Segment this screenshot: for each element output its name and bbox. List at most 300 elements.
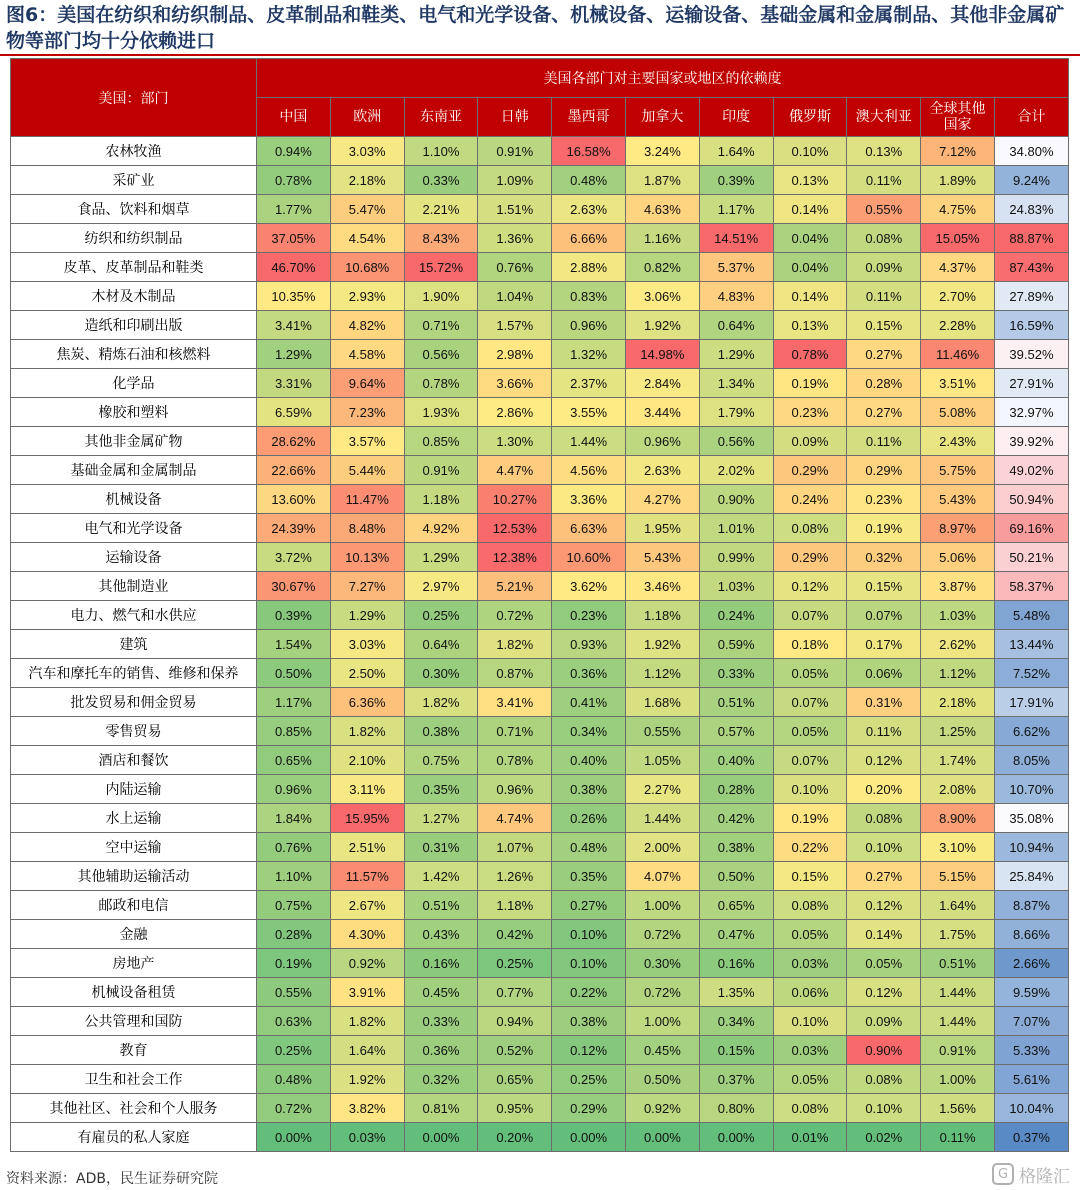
table-row (11, 775, 1069, 804)
table-row (11, 717, 1069, 746)
heat-cell: 0.91% (921, 1036, 995, 1065)
heat-cell: 0.11% (847, 427, 921, 456)
table-row (11, 688, 1069, 717)
heat-cell: 0.92% (330, 949, 404, 978)
heat-cell: 0.90% (699, 485, 773, 514)
heat-cell: 32.97% (994, 398, 1068, 427)
heat-cell: 1.27% (404, 804, 478, 833)
heat-cell: 1.18% (625, 601, 699, 630)
heat-cell: 16.59% (994, 311, 1068, 340)
heat-cell: 0.93% (552, 630, 626, 659)
heat-cell: 3.03% (330, 137, 404, 166)
heat-cell: 0.78% (404, 369, 478, 398)
heat-cell: 0.96% (257, 775, 331, 804)
heat-cell: 0.72% (257, 1094, 331, 1123)
heat-cell: 1.64% (330, 1036, 404, 1065)
heat-cell: 0.12% (847, 746, 921, 775)
heat-cell: 2.18% (921, 688, 995, 717)
heat-cell: 0.15% (847, 311, 921, 340)
heat-cell: 0.28% (699, 775, 773, 804)
heat-cell: 1.17% (699, 195, 773, 224)
heat-cell: 1.32% (552, 340, 626, 369)
heat-cell: 1.82% (330, 1007, 404, 1036)
sector-label: 其他非金属矿物 (11, 427, 257, 456)
heat-cell: 50.21% (994, 543, 1068, 572)
heat-cell: 2.02% (699, 456, 773, 485)
heat-cell: 0.38% (699, 833, 773, 862)
heat-cell: 0.30% (404, 659, 478, 688)
heat-cell: 0.72% (478, 601, 552, 630)
heat-cell: 0.56% (699, 427, 773, 456)
heat-cell: 0.01% (773, 1123, 847, 1152)
heat-cell: 0.22% (773, 833, 847, 862)
heat-cell: 0.50% (625, 1065, 699, 1094)
table-row (11, 833, 1069, 862)
heat-cell: 5.43% (921, 485, 995, 514)
heat-cell: 5.47% (330, 195, 404, 224)
heat-cell: 1.07% (478, 833, 552, 862)
heat-cell: 0.00% (257, 1123, 331, 1152)
heat-cell: 0.10% (847, 833, 921, 862)
sector-label: 其他辅助运输活动 (11, 862, 257, 891)
heat-cell: 1.82% (404, 688, 478, 717)
heat-cell: 10.68% (330, 253, 404, 282)
heat-cell: 0.04% (773, 253, 847, 282)
column-header: 俄罗斯 (773, 98, 847, 137)
heat-cell: 1.92% (625, 630, 699, 659)
heat-cell: 35.08% (994, 804, 1068, 833)
heat-cell: 4.82% (330, 311, 404, 340)
column-header: 澳大利亚 (847, 98, 921, 137)
heat-cell: 5.44% (330, 456, 404, 485)
column-header: 欧洲 (330, 98, 404, 137)
heat-cell: 1.18% (404, 485, 478, 514)
heat-cell: 1.79% (699, 398, 773, 427)
heat-cell: 3.82% (330, 1094, 404, 1123)
heat-cell: 1.84% (257, 804, 331, 833)
heat-cell: 0.00% (699, 1123, 773, 1152)
heat-cell: 7.23% (330, 398, 404, 427)
heat-cell: 7.12% (921, 137, 995, 166)
heat-cell: 2.84% (625, 369, 699, 398)
heat-cell: 15.95% (330, 804, 404, 833)
heat-cell: 0.71% (478, 717, 552, 746)
heat-cell: 0.83% (552, 282, 626, 311)
heat-cell: 0.55% (625, 717, 699, 746)
heat-cell: 2.18% (330, 166, 404, 195)
heat-cell: 4.92% (404, 514, 478, 543)
heat-cell: 1.90% (404, 282, 478, 311)
heat-cell: 1.77% (257, 195, 331, 224)
heat-cell: 0.47% (699, 920, 773, 949)
chart-title: 图6：美国在纺织和纺织制品、皮革制品和鞋类、电气和光学设备、机械设备、运输设备、基础金属和金属制品、其他非金属矿物等部门均十分依赖进口 (6, 4, 1065, 52)
heat-cell: 0.87% (478, 659, 552, 688)
heat-cell: 46.70% (257, 253, 331, 282)
sector-label: 橡胶和塑料 (11, 398, 257, 427)
heat-cell: 1.01% (699, 514, 773, 543)
heat-cell: 2.63% (552, 195, 626, 224)
heat-cell: 3.41% (478, 688, 552, 717)
heat-cell: 1.64% (699, 137, 773, 166)
heat-cell: 0.32% (847, 543, 921, 572)
sector-label: 电力、燃气和水供应 (11, 601, 257, 630)
heat-cell: 5.48% (994, 601, 1068, 630)
heat-cell: 5.43% (625, 543, 699, 572)
heat-cell: 0.96% (478, 775, 552, 804)
heat-cell: 17.91% (994, 688, 1068, 717)
heat-cell: 0.95% (478, 1094, 552, 1123)
table-row (11, 891, 1069, 920)
heat-cell: 11.46% (921, 340, 995, 369)
heat-cell: 0.91% (478, 137, 552, 166)
heat-cell: 0.15% (773, 862, 847, 891)
heat-cell: 2.51% (330, 833, 404, 862)
heat-cell: 1.87% (625, 166, 699, 195)
sector-label: 食品、饮料和烟草 (11, 195, 257, 224)
heat-cell: 8.66% (994, 920, 1068, 949)
heat-cell: 0.04% (773, 224, 847, 253)
heat-cell: 0.51% (404, 891, 478, 920)
table-row (11, 514, 1069, 543)
heat-cell: 1.16% (625, 224, 699, 253)
heat-cell: 2.21% (404, 195, 478, 224)
heat-cell: 1.57% (478, 311, 552, 340)
table-row (11, 804, 1069, 833)
heat-cell: 34.80% (994, 137, 1068, 166)
heat-cell: 1.92% (625, 311, 699, 340)
heat-cell: 1.10% (404, 137, 478, 166)
column-header: 印度 (699, 98, 773, 137)
heat-cell: 3.10% (921, 833, 995, 862)
heat-cell: 10.70% (994, 775, 1068, 804)
heat-cell: 0.75% (257, 891, 331, 920)
heat-cell: 0.12% (773, 572, 847, 601)
heat-cell: 2.66% (994, 949, 1068, 978)
heat-cell: 1.54% (257, 630, 331, 659)
heat-cell: 1.26% (478, 862, 552, 891)
heat-cell: 0.39% (257, 601, 331, 630)
heat-cell: 4.74% (478, 804, 552, 833)
heat-cell: 3.55% (552, 398, 626, 427)
column-header: 合计 (994, 98, 1068, 137)
column-header: 中国 (257, 98, 331, 137)
heat-cell: 27.91% (994, 369, 1068, 398)
heat-cell: 0.08% (847, 804, 921, 833)
heat-cell: 3.44% (625, 398, 699, 427)
heat-cell: 0.16% (404, 949, 478, 978)
heat-cell: 49.02% (994, 456, 1068, 485)
heat-cell: 1.44% (552, 427, 626, 456)
heat-cell: 0.31% (404, 833, 478, 862)
heat-cell: 0.40% (699, 746, 773, 775)
heat-cell: 5.37% (699, 253, 773, 282)
heat-cell: 0.25% (257, 1036, 331, 1065)
heat-cell: 8.48% (330, 514, 404, 543)
heat-cell: 0.24% (773, 485, 847, 514)
heat-cell: 4.63% (625, 195, 699, 224)
heat-cell: 11.57% (330, 862, 404, 891)
heat-cell: 0.35% (404, 775, 478, 804)
heat-cell: 1.68% (625, 688, 699, 717)
heat-cell: 6.36% (330, 688, 404, 717)
heat-cell: 1.00% (625, 891, 699, 920)
heat-cell: 0.26% (552, 804, 626, 833)
heat-cell: 5.61% (994, 1065, 1068, 1094)
heat-cell: 0.12% (847, 891, 921, 920)
heat-cell: 3.36% (552, 485, 626, 514)
heat-cell: 10.27% (478, 485, 552, 514)
heat-cell: 6.62% (994, 717, 1068, 746)
heat-cell: 0.28% (847, 369, 921, 398)
heat-cell: 2.67% (330, 891, 404, 920)
heat-cell: 0.05% (773, 920, 847, 949)
heat-cell: 0.30% (625, 949, 699, 978)
heat-cell: 3.62% (552, 572, 626, 601)
heat-cell: 1.82% (330, 717, 404, 746)
heat-cell: 0.29% (773, 543, 847, 572)
heat-cell: 1.17% (257, 688, 331, 717)
heat-cell: 50.94% (994, 485, 1068, 514)
heat-cell: 0.39% (699, 166, 773, 195)
column-header: 加拿大 (625, 98, 699, 137)
heat-cell: 6.63% (552, 514, 626, 543)
heat-cell: 0.00% (552, 1123, 626, 1152)
sector-label: 采矿业 (11, 166, 257, 195)
heat-cell: 0.07% (773, 746, 847, 775)
heat-cell: 0.24% (699, 601, 773, 630)
heat-cell: 0.11% (847, 717, 921, 746)
heat-cell: 6.59% (257, 398, 331, 427)
heat-cell: 0.23% (552, 601, 626, 630)
sector-label: 机械设备租赁 (11, 978, 257, 1007)
heat-cell: 1.04% (478, 282, 552, 311)
heat-cell: 1.93% (404, 398, 478, 427)
heat-cell: 0.29% (773, 456, 847, 485)
column-header: 东南亚 (404, 98, 478, 137)
heat-cell: 0.32% (404, 1065, 478, 1094)
heat-cell: 5.15% (921, 862, 995, 891)
heat-cell: 3.87% (921, 572, 995, 601)
heat-cell: 0.08% (773, 1094, 847, 1123)
heat-cell: 1.75% (921, 920, 995, 949)
heat-cell: 88.87% (994, 224, 1068, 253)
heat-cell: 1.12% (625, 659, 699, 688)
heat-cell: 15.72% (404, 253, 478, 282)
heat-cell: 0.78% (773, 340, 847, 369)
heat-cell: 37.05% (257, 224, 331, 253)
heat-cell: 0.05% (773, 659, 847, 688)
heat-cell: 39.92% (994, 427, 1068, 456)
sector-label: 有雇员的私人家庭 (11, 1123, 257, 1152)
heat-cell: 3.91% (330, 978, 404, 1007)
heat-cell: 15.05% (921, 224, 995, 253)
heat-cell: 4.07% (625, 862, 699, 891)
heat-cell: 0.11% (847, 282, 921, 311)
heat-cell: 0.19% (773, 804, 847, 833)
heat-cell: 9.24% (994, 166, 1068, 195)
sector-label: 农林牧渔 (11, 137, 257, 166)
heat-cell: 2.00% (625, 833, 699, 862)
heat-cell: 0.07% (773, 601, 847, 630)
heat-cell: 1.03% (699, 572, 773, 601)
heat-cell: 0.64% (404, 630, 478, 659)
heat-cell: 0.80% (699, 1094, 773, 1123)
heat-cell: 10.60% (552, 543, 626, 572)
heat-cell: 0.27% (847, 862, 921, 891)
heat-cell: 39.52% (994, 340, 1068, 369)
heat-cell: 0.17% (847, 630, 921, 659)
heat-cell: 5.75% (921, 456, 995, 485)
table-row (11, 862, 1069, 891)
heat-cell: 0.13% (847, 137, 921, 166)
heat-cell: 0.92% (625, 1094, 699, 1123)
table-row (11, 195, 1069, 224)
heat-cell: 30.67% (257, 572, 331, 601)
table-row (11, 630, 1069, 659)
heat-cell: 1.10% (257, 862, 331, 891)
heat-cell: 1.35% (699, 978, 773, 1007)
sector-label: 空中运输 (11, 833, 257, 862)
heat-cell: 22.66% (257, 456, 331, 485)
heat-cell: 3.31% (257, 369, 331, 398)
heat-cell: 1.09% (478, 166, 552, 195)
heat-cell: 2.08% (921, 775, 995, 804)
heat-cell: 0.72% (625, 978, 699, 1007)
heat-cell: 3.03% (330, 630, 404, 659)
sector-label: 纺织和纺织制品 (11, 224, 257, 253)
table-row (11, 1065, 1069, 1094)
table-row (11, 456, 1069, 485)
heat-cell: 0.34% (552, 717, 626, 746)
heatmap-table (10, 58, 1069, 1152)
sector-label: 机械设备 (11, 485, 257, 514)
heat-cell: 1.00% (921, 1065, 995, 1094)
sector-label: 其他制造业 (11, 572, 257, 601)
heat-cell: 1.29% (330, 601, 404, 630)
heat-cell: 1.64% (921, 891, 995, 920)
heat-cell: 0.20% (478, 1123, 552, 1152)
heat-cell: 87.43% (994, 253, 1068, 282)
heat-cell: 0.37% (699, 1065, 773, 1094)
heat-cell: 2.93% (330, 282, 404, 311)
heat-cell: 5.33% (994, 1036, 1068, 1065)
heat-cell: 0.23% (847, 485, 921, 514)
heat-cell: 0.36% (552, 659, 626, 688)
heat-cell: 0.09% (847, 1007, 921, 1036)
heat-cell: 4.37% (921, 253, 995, 282)
sector-label: 基础金属和金属制品 (11, 456, 257, 485)
sector-label: 汽车和摩托车的销售、维修和保养 (11, 659, 257, 688)
heat-cell: 0.76% (257, 833, 331, 862)
heat-cell: 27.89% (994, 282, 1068, 311)
heat-cell: 0.09% (773, 427, 847, 456)
title-divider (0, 54, 1080, 56)
sector-label: 教育 (11, 1036, 257, 1065)
heat-cell: 0.75% (404, 746, 478, 775)
heat-cell: 0.45% (625, 1036, 699, 1065)
heat-cell: 0.19% (257, 949, 331, 978)
heat-cell: 0.36% (404, 1036, 478, 1065)
heat-cell: 0.20% (847, 775, 921, 804)
heat-cell: 9.59% (994, 978, 1068, 1007)
heat-cell: 0.42% (478, 920, 552, 949)
heat-cell: 1.36% (478, 224, 552, 253)
sector-label: 零售贸易 (11, 717, 257, 746)
heat-cell: 0.35% (552, 862, 626, 891)
heat-cell: 5.08% (921, 398, 995, 427)
heat-cell: 1.03% (921, 601, 995, 630)
heat-cell: 0.59% (699, 630, 773, 659)
heat-cell: 0.45% (404, 978, 478, 1007)
heat-cell: 0.34% (699, 1007, 773, 1036)
sector-label: 公共管理和国防 (11, 1007, 257, 1036)
heat-cell: 2.70% (921, 282, 995, 311)
heat-cell: 13.60% (257, 485, 331, 514)
watermark-logo-icon: G (992, 1163, 1014, 1185)
heat-cell: 3.46% (625, 572, 699, 601)
heat-cell: 0.00% (625, 1123, 699, 1152)
heat-cell: 1.44% (921, 1007, 995, 1036)
heat-cell: 0.72% (625, 920, 699, 949)
sector-label: 内陆运输 (11, 775, 257, 804)
heat-cell: 1.82% (478, 630, 552, 659)
heat-cell: 0.50% (699, 862, 773, 891)
heat-cell: 0.38% (404, 717, 478, 746)
heat-cell: 0.43% (404, 920, 478, 949)
heat-cell: 8.05% (994, 746, 1068, 775)
sector-label: 金融 (11, 920, 257, 949)
heat-cell: 1.29% (404, 543, 478, 572)
heat-cell: 0.19% (773, 369, 847, 398)
heat-cell: 0.94% (478, 1007, 552, 1036)
heat-cell: 3.66% (478, 369, 552, 398)
heat-cell: 1.89% (921, 166, 995, 195)
heat-cell: 58.37% (994, 572, 1068, 601)
heat-cell: 11.47% (330, 485, 404, 514)
heat-cell: 5.06% (921, 543, 995, 572)
table-row (11, 949, 1069, 978)
heat-cell: 2.50% (330, 659, 404, 688)
heat-cell: 4.56% (552, 456, 626, 485)
heat-cell: 0.77% (478, 978, 552, 1007)
heat-cell: 0.91% (404, 456, 478, 485)
table-row (11, 1007, 1069, 1036)
heat-cell: 0.57% (699, 717, 773, 746)
heat-cell: 0.56% (404, 340, 478, 369)
heat-cell: 0.10% (552, 920, 626, 949)
sector-label: 运输设备 (11, 543, 257, 572)
heat-cell: 8.87% (994, 891, 1068, 920)
heat-cell: 0.85% (404, 427, 478, 456)
heat-cell: 2.88% (552, 253, 626, 282)
heat-cell: 0.10% (773, 1007, 847, 1036)
heat-cell: 0.76% (478, 253, 552, 282)
table-header-title: 美国各部门对主要国家或地区的依赖度 (257, 59, 1069, 98)
table-row (11, 978, 1069, 1007)
heat-cell: 0.08% (847, 224, 921, 253)
heat-cell: 0.78% (257, 166, 331, 195)
heat-cell: 3.06% (625, 282, 699, 311)
heat-cell: 2.37% (552, 369, 626, 398)
heat-cell: 0.27% (847, 340, 921, 369)
heat-cell: 1.44% (625, 804, 699, 833)
heat-cell: 5.21% (478, 572, 552, 601)
watermark (992, 1160, 1070, 1188)
heat-cell: 2.98% (478, 340, 552, 369)
table-row (11, 543, 1069, 572)
heat-cell: 0.12% (847, 978, 921, 1007)
heat-cell: 0.11% (847, 166, 921, 195)
